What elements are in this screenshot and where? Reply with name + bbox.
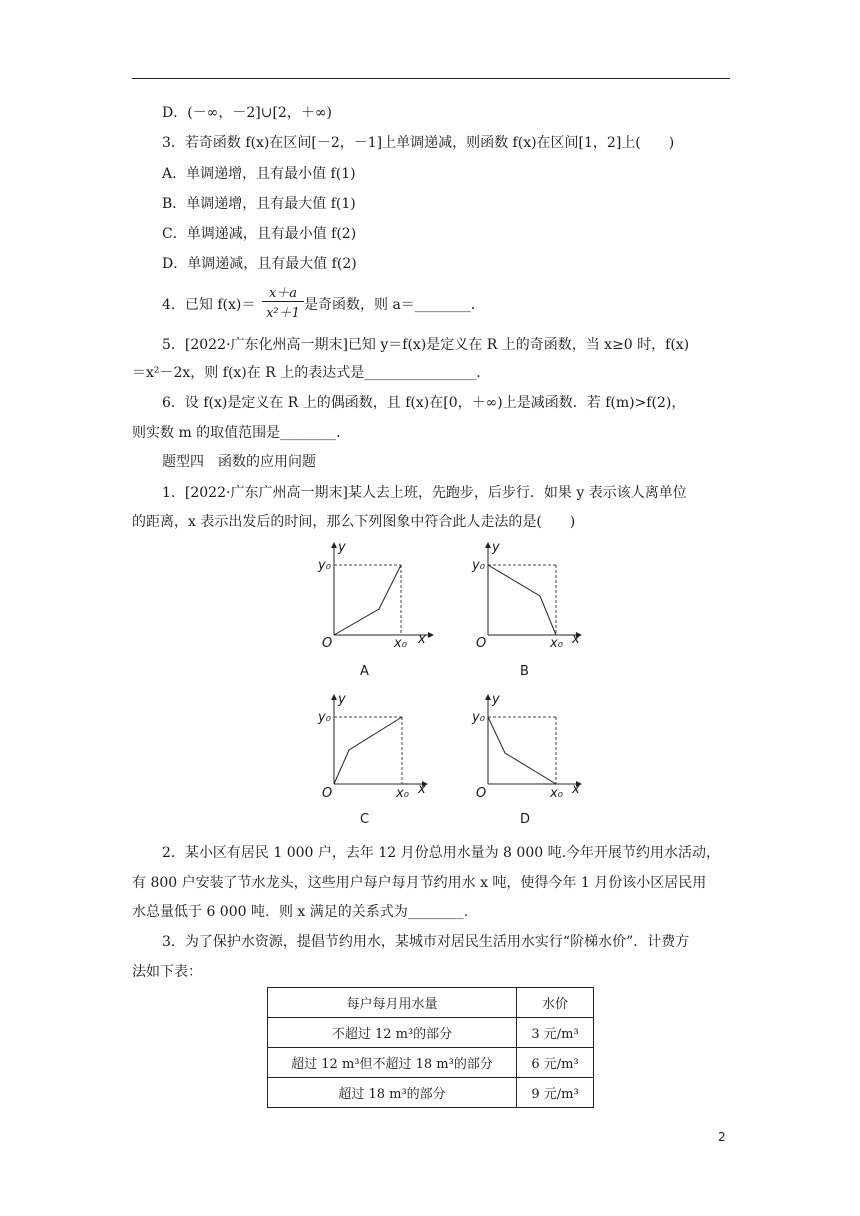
graph-a-y-label: y <box>338 540 346 555</box>
table-cell: 超过 18 m³的部分 <box>268 1078 517 1108</box>
graph-d-x0-label: x₀ <box>550 786 563 801</box>
graph-c-caption: C <box>360 812 370 827</box>
table-cell: 3 元/m³ <box>517 1018 594 1048</box>
graph-b-x0-label: x₀ <box>550 636 563 651</box>
graph-d-y-label: y <box>492 692 500 707</box>
option-d: D．单调递减，且有最大值 f(2) <box>162 256 357 272</box>
graph-b-plot <box>464 540 584 650</box>
graph-c-origin: O <box>322 786 333 801</box>
graph-d-caption: D <box>520 812 531 827</box>
question-4-suffix: 是奇函数，则 a＝________. <box>304 297 476 313</box>
table-cell: 6 元/m³ <box>517 1048 594 1078</box>
graph-b-origin: O <box>476 636 487 651</box>
option-b: B．单调递增，且有最大值 f(1) <box>162 196 356 212</box>
question-5-line-2: ＝x²－2x，则 f(x)在 R 上的表达式是________________. <box>132 365 481 381</box>
option-a: A．单调递增，且有最小值 f(1) <box>162 166 356 182</box>
graph-b-x-label: x <box>572 632 580 647</box>
app-question-2-line-3: 水总量低于 6 000 吨．则 x 满足的关系式为________. <box>132 904 469 920</box>
question-3: 3．若奇函数 f(x)在区间[－2，－1]上单调递减，则函数 f(x)在区间[1，2]上( ) <box>162 135 675 151</box>
app-question-2-line-2: 有 800 户安装了节水龙头，这些用户每户每月节约用水 x 吨，使得今年 1 月份该小区居民用 <box>132 875 707 891</box>
app-question-3-line-2: 法如下表： <box>132 964 202 980</box>
question-6-line-2: 则实数 m 的取值范围是________. <box>132 425 341 441</box>
table-cell: 不超过 12 m³的部分 <box>268 1018 517 1048</box>
table-row <box>268 1048 594 1078</box>
graph-a-caption: A <box>360 664 369 679</box>
table-cell: 超过 12 m³但不超过 18 m³的部分 <box>268 1048 517 1078</box>
graph-d-x-label: x <box>572 782 580 797</box>
graph-c-x0-label: x₀ <box>396 786 409 801</box>
graph-d-y0-label: y₀ <box>472 710 485 725</box>
graph-c-x-label: x <box>418 782 426 797</box>
graph-a-plot <box>310 540 430 650</box>
graph-a-x-label: x <box>418 632 426 647</box>
table-header-usage: 每户每月用水量 <box>268 988 517 1018</box>
question-4-fraction <box>262 282 304 322</box>
table-row <box>268 1078 594 1108</box>
app-question-2-line-1: 2．某小区有居民 1 000 户，去年 12 月份总用水量为 8 000 吨.今年开展节约用水活动， <box>162 845 721 861</box>
graph-c-y-label: y <box>338 692 346 707</box>
question-4-prefix: 4．已知 f(x)＝ <box>162 297 256 313</box>
app-question-3-line-1: 3．为了保护水资源，提倡节约用水，某城市对居民生活用水实行“阶梯水价”．计费方 <box>162 934 690 950</box>
page-number: 2 <box>718 1130 726 1144</box>
graph-b <box>464 540 584 650</box>
graph-d-origin: O <box>476 786 487 801</box>
app-question-1-line-1: 1．[2022·广东广州高一期末]某人去上班，先跑步，后步行．如果 y 表示该人离单位 <box>162 485 687 501</box>
table-header-row <box>268 988 594 1018</box>
question-5-line-1: 5．[2022·广东化州高一期末]已知 y＝f(x)是定义在 R 上的奇函数，当 x≥0 时，f(x) <box>162 337 690 353</box>
app-question-1-line-2: 的距离，x 表示出发后的时间，那么下列图象中符合此人走法的是( ) <box>132 514 576 530</box>
graph-a-origin: O <box>322 636 333 651</box>
option-d-prev: D．(－∞，－2]∪[2，＋∞) <box>162 105 332 121</box>
header-rule <box>132 78 730 79</box>
question-6-line-1: 6．设 f(x)是定义在 R 上的偶函数，且 f(x)在[0，＋∞)上是减函数．若 f(m)>f(2)， <box>162 395 686 411</box>
fraction-denominator: x²＋1 <box>266 306 300 321</box>
graph-c-y0-label: y₀ <box>318 710 331 725</box>
fraction-numerator: x＋a <box>268 286 298 301</box>
table-cell: 9 元/m³ <box>517 1078 594 1108</box>
table-row <box>268 1018 594 1048</box>
graph-b-y0-label: y₀ <box>472 558 485 573</box>
option-c: C．单调递减，且有最小值 f(2) <box>162 226 357 242</box>
table-header-price: 水价 <box>517 988 594 1018</box>
graph-a-x0-label: x₀ <box>394 636 407 651</box>
water-price-table <box>267 987 594 1108</box>
section-heading: 题型四 函数的应用问题 <box>162 454 316 470</box>
graph-a-y0-label: y₀ <box>318 558 331 573</box>
graph-a <box>310 540 430 650</box>
graph-b-caption: B <box>520 664 529 679</box>
graph-b-y-label: y <box>492 540 500 555</box>
